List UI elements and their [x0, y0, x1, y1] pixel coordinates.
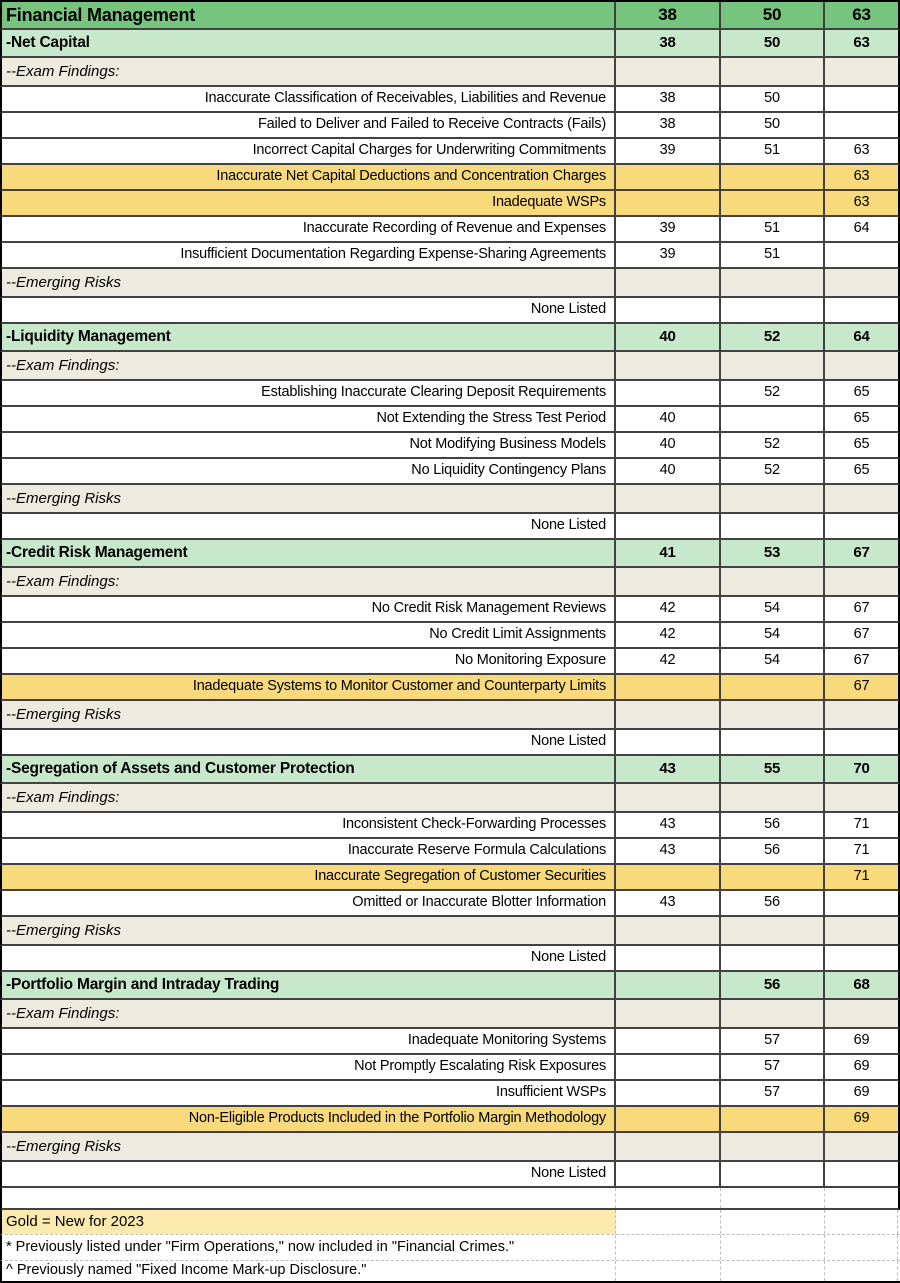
page-col2-cell[interactable]: 51	[721, 139, 825, 163]
finding-row	[0, 113, 900, 139]
subheader-row	[0, 568, 900, 597]
page-col2-cell[interactable]	[721, 917, 825, 944]
page-col1-cell[interactable]: 39	[616, 139, 721, 163]
row-label-cell[interactable]: Financial Management	[2, 2, 616, 28]
page-col2-cell[interactable]	[721, 730, 825, 754]
page-col2-cell[interactable]	[721, 701, 825, 728]
page-col1-cell[interactable]	[616, 191, 721, 215]
page-col1-cell[interactable]: 38	[616, 113, 721, 137]
page-col3-cell[interactable]: 64	[853, 220, 870, 237]
spacer-cell[interactable]	[616, 1188, 721, 1208]
subheader-row	[0, 352, 900, 381]
page-col1-cell[interactable]	[616, 917, 721, 944]
page-col2-cell[interactable]	[721, 58, 825, 85]
row-label-cell[interactable]: --Exam Findings:	[2, 58, 616, 85]
page-col1-cell[interactable]	[616, 58, 721, 85]
page-col2-cell[interactable]: 56	[721, 813, 825, 837]
page-col2-cell[interactable]	[721, 568, 825, 595]
page-col3-cell[interactable]	[825, 701, 898, 728]
row-label-cell[interactable]: None Listed	[2, 946, 616, 970]
page-col2-cell[interactable]: 50	[721, 113, 825, 137]
finding-row	[0, 597, 900, 623]
page-col2-cell[interactable]	[721, 514, 825, 538]
finding-row	[0, 1162, 900, 1188]
page-col2-cell[interactable]: 54	[721, 597, 825, 621]
finding-row	[0, 243, 900, 269]
row-label-cell[interactable]: Inaccurate Recording of Revenue and Expenses	[2, 217, 616, 241]
row-label-cell[interactable]: No Monitoring Exposure	[2, 649, 616, 673]
section-row	[0, 324, 900, 352]
page-col3-cell[interactable]: 69	[853, 1032, 870, 1049]
page-col1-cell[interactable]	[616, 1000, 721, 1027]
row-label-cell[interactable]: --Exam Findings:	[2, 1000, 616, 1027]
page-col3-cell[interactable]: 67	[853, 600, 870, 617]
page-col3-cell[interactable]	[825, 917, 898, 944]
page-col2-cell[interactable]	[721, 352, 825, 379]
page-col2-cell[interactable]	[721, 1107, 825, 1131]
subheader-row	[0, 917, 900, 946]
finding-row	[0, 730, 900, 756]
page-col1-cell[interactable]	[616, 701, 721, 728]
page-col2-cell[interactable]: 53	[721, 540, 825, 566]
page-col2-cell[interactable]: 57	[721, 1081, 825, 1105]
row-label-cell[interactable]: Incorrect Capital Charges for Underwriting Commitments	[2, 139, 616, 163]
footnote-empty-cell[interactable]	[825, 1261, 898, 1281]
page-col3-cell[interactable]: 67	[853, 626, 870, 643]
row-label-cell[interactable]: Failed to Deliver and Failed to Receive Contracts (Fails)	[2, 113, 616, 137]
page-col2-cell[interactable]: 51	[721, 243, 825, 267]
page-col2-cell[interactable]: 56	[721, 891, 825, 915]
page-col3-cell[interactable]	[825, 58, 898, 85]
page-col3-cell[interactable]	[825, 298, 898, 322]
legend-row	[0, 1210, 900, 1235]
subheader-row	[0, 701, 900, 730]
page-col1-cell[interactable]	[616, 1081, 721, 1105]
row-label-cell[interactable]: --Exam Findings:	[2, 784, 616, 811]
footnote-row	[0, 1261, 900, 1281]
page-col1-cell[interactable]	[616, 972, 721, 998]
subheader-row	[0, 269, 900, 298]
finding-row	[0, 191, 900, 217]
page-col3-cell[interactable]: 67	[853, 678, 870, 695]
page-col1-cell[interactable]: 41	[616, 540, 721, 566]
finding-row	[0, 623, 900, 649]
row-label-cell[interactable]: Omitted or Inaccurate Blotter Information	[2, 891, 616, 915]
page-col3-cell[interactable]	[825, 891, 898, 915]
section-row	[0, 756, 900, 784]
row-label-cell[interactable]: Inaccurate Net Capital Deductions and Concentration Charges	[2, 165, 616, 189]
page-col1-cell[interactable]	[616, 1029, 721, 1053]
subheader-row	[0, 485, 900, 514]
page-col3-cell[interactable]: 71	[853, 816, 870, 833]
spacer-cell[interactable]	[2, 1188, 616, 1208]
page-col1-cell[interactable]	[616, 381, 721, 405]
page-col2-cell[interactable]	[721, 269, 825, 296]
page-col2-cell[interactable]: 55	[721, 756, 825, 782]
page-col1-cell[interactable]	[616, 514, 721, 538]
page-col2-cell[interactable]: 57	[721, 1055, 825, 1079]
footnote-2[interactable]: ^ Previously named "Fixed Income Mark-up Disclosure."	[2, 1261, 616, 1281]
finding-row	[0, 1081, 900, 1107]
finding-row	[0, 1029, 900, 1055]
page-col3-cell[interactable]: 68	[853, 976, 870, 994]
row-label-cell[interactable]: None Listed	[2, 514, 616, 538]
page-col3-cell[interactable]	[825, 485, 898, 512]
finding-row	[0, 407, 900, 433]
page-col2-cell[interactable]: 52	[721, 459, 825, 483]
page-col1-cell[interactable]	[616, 165, 721, 189]
page-col2-cell[interactable]: 50	[721, 87, 825, 111]
page-col2-cell[interactable]: 54	[721, 623, 825, 647]
page-col3-cell[interactable]: 71	[853, 868, 870, 885]
page-col2-cell[interactable]	[721, 946, 825, 970]
finding-row	[0, 946, 900, 972]
spacer-cell[interactable]	[825, 1188, 898, 1208]
section-row	[0, 540, 900, 568]
finding-row	[0, 433, 900, 459]
page-col3-cell[interactable]	[825, 946, 898, 970]
page-col3-cell[interactable]: 69	[853, 1058, 870, 1075]
legend-empty-cell[interactable]	[825, 1210, 898, 1234]
row-label-cell[interactable]: Inadequate WSPs	[2, 191, 616, 215]
page-col2-cell[interactable]	[721, 1133, 825, 1160]
row-label-cell[interactable]: Not Extending the Stress Test Period	[2, 407, 616, 431]
page-col3-cell[interactable]	[825, 352, 898, 379]
finding-row	[0, 381, 900, 407]
section-row	[0, 972, 900, 1000]
page-col1-cell[interactable]	[616, 946, 721, 970]
subheader-row	[0, 784, 900, 813]
page-col2-cell[interactable]: 51	[721, 217, 825, 241]
page-col2-cell[interactable]: 57	[721, 1029, 825, 1053]
page-col3-cell[interactable]: 63	[852, 5, 871, 25]
row-label-cell[interactable]: -Credit Risk Management	[2, 540, 616, 566]
page-col2-cell[interactable]	[721, 165, 825, 189]
page-col3-cell[interactable]	[825, 568, 898, 595]
page-col1-cell[interactable]: 43	[616, 756, 721, 782]
page-col1-cell[interactable]	[616, 1107, 721, 1131]
page-col1-cell[interactable]: 40	[616, 324, 721, 350]
page-col2-cell[interactable]: 50	[721, 30, 825, 56]
row-label-cell[interactable]: Inaccurate Classification of Receivables, Liabilities and Revenue	[2, 87, 616, 111]
page-col1-cell[interactable]	[616, 568, 721, 595]
page-col1-cell[interactable]	[616, 298, 721, 322]
page-col1-cell[interactable]	[616, 784, 721, 811]
finding-row	[0, 298, 900, 324]
legend-empty-cell[interactable]	[616, 1210, 721, 1234]
page-col3-cell[interactable]	[825, 784, 898, 811]
page-col2-cell[interactable]: 52	[721, 324, 825, 350]
page-col1-cell[interactable]: 40	[616, 407, 721, 431]
page-col3-cell[interactable]	[825, 269, 898, 296]
footnote-empty-cell[interactable]	[616, 1235, 721, 1260]
footnote-empty-cell[interactable]	[825, 1235, 898, 1260]
footnote-empty-cell[interactable]	[721, 1235, 825, 1260]
row-label-cell[interactable]: Inaccurate Reserve Formula Calculations	[2, 839, 616, 863]
title-row	[0, 2, 900, 30]
page-col3-cell[interactable]: 63	[853, 168, 870, 185]
page-col3-cell[interactable]: 63	[853, 142, 870, 159]
page-col1-cell[interactable]: 38	[616, 30, 721, 56]
page-col1-cell[interactable]	[616, 1133, 721, 1160]
page-col1-cell[interactable]: 39	[616, 217, 721, 241]
row-label-cell[interactable]: Non-Eligible Products Included in the Portfolio Margin Methodology	[2, 1107, 616, 1131]
page-col1-cell[interactable]	[616, 485, 721, 512]
page-col3-cell[interactable]	[825, 730, 898, 754]
page-col1-cell[interactable]: 38	[616, 2, 721, 28]
row-label-cell[interactable]: No Credit Limit Assignments	[2, 623, 616, 647]
footnote-row	[0, 1235, 900, 1261]
page-col2-cell[interactable]	[721, 1000, 825, 1027]
spacer-row	[0, 1188, 900, 1210]
row-label-cell[interactable]: --Emerging Risks	[2, 485, 616, 512]
page-col1-cell[interactable]: 38	[616, 87, 721, 111]
page-col3-cell[interactable]	[825, 113, 898, 137]
page-col1-cell[interactable]: 42	[616, 597, 721, 621]
spacer-cell[interactable]	[721, 1188, 825, 1208]
row-label-cell[interactable]: None Listed	[2, 1162, 616, 1186]
finding-row	[0, 165, 900, 191]
page-col1-cell[interactable]	[616, 675, 721, 699]
page-col3-cell[interactable]: 67	[853, 652, 870, 669]
page-col1-cell[interactable]: 43	[616, 891, 721, 915]
page-col3-cell[interactable]: 69	[853, 1110, 870, 1127]
page-col3-cell[interactable]	[825, 243, 898, 267]
page-col3-cell[interactable]: 65	[853, 384, 870, 401]
page-col1-cell[interactable]	[616, 730, 721, 754]
page-col2-cell[interactable]	[721, 191, 825, 215]
row-label-cell[interactable]: Not Modifying Business Models	[2, 433, 616, 457]
row-label-cell[interactable]: Inadequate Systems to Monitor Customer and Counterparty Limits	[2, 675, 616, 699]
page-col1-cell[interactable]	[616, 269, 721, 296]
page-col1-cell[interactable]: 43	[616, 813, 721, 837]
row-label-cell[interactable]: Insufficient WSPs	[2, 1081, 616, 1105]
section-row	[0, 30, 900, 58]
finding-row	[0, 217, 900, 243]
page-col2-cell[interactable]: 56	[721, 972, 825, 998]
row-label-cell[interactable]: --Emerging Risks	[2, 917, 616, 944]
finding-row	[0, 675, 900, 701]
page-col3-cell[interactable]	[825, 1000, 898, 1027]
page-col3-cell[interactable]: 63	[853, 194, 870, 211]
row-label-cell[interactable]: --Exam Findings:	[2, 352, 616, 379]
legend-empty-cell[interactable]	[721, 1210, 825, 1234]
row-label-cell[interactable]: -Net Capital	[2, 30, 616, 56]
row-label-cell[interactable]: No Liquidity Contingency Plans	[2, 459, 616, 483]
footnote-1[interactable]: * Previously listed under "Firm Operations," now included in "Financial Crimes."	[2, 1235, 616, 1260]
page-col3-cell[interactable]	[825, 1162, 898, 1186]
page-col1-cell[interactable]	[616, 1055, 721, 1079]
page-col3-cell[interactable]: 65	[853, 462, 870, 479]
row-label-cell[interactable]: -Liquidity Management	[2, 324, 616, 350]
page-col1-cell[interactable]: 42	[616, 649, 721, 673]
page-col3-cell[interactable]	[825, 87, 898, 111]
page-col2-cell[interactable]	[721, 1162, 825, 1186]
finding-row	[0, 459, 900, 485]
page-col2-cell[interactable]	[721, 784, 825, 811]
page-col3-cell[interactable]: 71	[853, 842, 870, 859]
row-label-cell[interactable]: --Emerging Risks	[2, 701, 616, 728]
subheader-row	[0, 1133, 900, 1162]
page-col2-cell[interactable]: 56	[721, 839, 825, 863]
page-col2-cell[interactable]	[721, 485, 825, 512]
page-col1-cell[interactable]: 42	[616, 623, 721, 647]
row-label-cell[interactable]: --Emerging Risks	[2, 269, 616, 296]
row-label-cell[interactable]: No Credit Risk Management Reviews	[2, 597, 616, 621]
page-col2-cell[interactable]: 54	[721, 649, 825, 673]
page-col3-cell[interactable]: 63	[853, 34, 870, 52]
row-label-cell[interactable]: Establishing Inaccurate Clearing Deposit Requirements	[2, 381, 616, 405]
finding-row	[0, 1055, 900, 1081]
finding-row	[0, 514, 900, 540]
finding-row	[0, 87, 900, 113]
page-col3-cell[interactable]: 67	[853, 544, 870, 562]
row-label-cell[interactable]: -Segregation of Assets and Customer Protection	[2, 756, 616, 782]
footnote-empty-cell[interactable]	[721, 1261, 825, 1281]
row-label-cell[interactable]: None Listed	[2, 298, 616, 322]
subheader-row	[0, 1000, 900, 1029]
row-label-cell[interactable]: Inadequate Monitoring Systems	[2, 1029, 616, 1053]
row-label-cell[interactable]: --Emerging Risks	[2, 1133, 616, 1160]
page-col3-cell[interactable]: 70	[853, 760, 870, 778]
page-col1-cell[interactable]: 40	[616, 433, 721, 457]
page-col2-cell[interactable]: 52	[721, 381, 825, 405]
row-label-cell[interactable]: None Listed	[2, 730, 616, 754]
row-label-cell[interactable]: Insufficient Documentation Regarding Expense-Sharing Agreements	[2, 243, 616, 267]
findings-rows	[0, 2, 900, 1188]
page-col1-cell[interactable]	[616, 865, 721, 889]
page-col1-cell[interactable]	[616, 1162, 721, 1186]
page-col3-cell[interactable]	[825, 1133, 898, 1160]
page-col2-cell[interactable]: 52	[721, 433, 825, 457]
footnote-empty-cell[interactable]	[616, 1261, 721, 1281]
row-label-cell[interactable]: Inaccurate Segregation of Customer Securities	[2, 865, 616, 889]
finding-row	[0, 1107, 900, 1133]
finding-row	[0, 865, 900, 891]
page-col1-cell[interactable]: 43	[616, 839, 721, 863]
finding-row	[0, 813, 900, 839]
page-col2-cell[interactable]	[721, 298, 825, 322]
row-label-cell[interactable]: --Exam Findings:	[2, 568, 616, 595]
page-col2-cell[interactable]	[721, 675, 825, 699]
page-col2-cell[interactable]	[721, 865, 825, 889]
page-col1-cell[interactable]: 40	[616, 459, 721, 483]
page-col1-cell[interactable]: 39	[616, 243, 721, 267]
row-label-cell[interactable]: Not Promptly Escalating Risk Exposures	[2, 1055, 616, 1079]
row-label-cell[interactable]: -Portfolio Margin and Intraday Trading	[2, 972, 616, 998]
legend-cell[interactable]: Gold = New for 2023	[2, 1210, 616, 1234]
page-col1-cell[interactable]	[616, 352, 721, 379]
finding-row	[0, 139, 900, 165]
page-col2-cell[interactable]	[721, 407, 825, 431]
page-col3-cell[interactable]: 69	[853, 1084, 870, 1101]
finding-row	[0, 649, 900, 675]
finding-row	[0, 839, 900, 865]
page-col3-cell[interactable]: 65	[853, 410, 870, 427]
page-col2-cell[interactable]: 50	[721, 2, 825, 28]
page-col3-cell[interactable]: 64	[853, 328, 870, 346]
row-label-cell[interactable]: Inconsistent Check-Forwarding Processes	[2, 813, 616, 837]
subheader-row	[0, 58, 900, 87]
page-col3-cell[interactable]	[825, 514, 898, 538]
finding-row	[0, 891, 900, 917]
page-col3-cell[interactable]: 65	[853, 436, 870, 453]
